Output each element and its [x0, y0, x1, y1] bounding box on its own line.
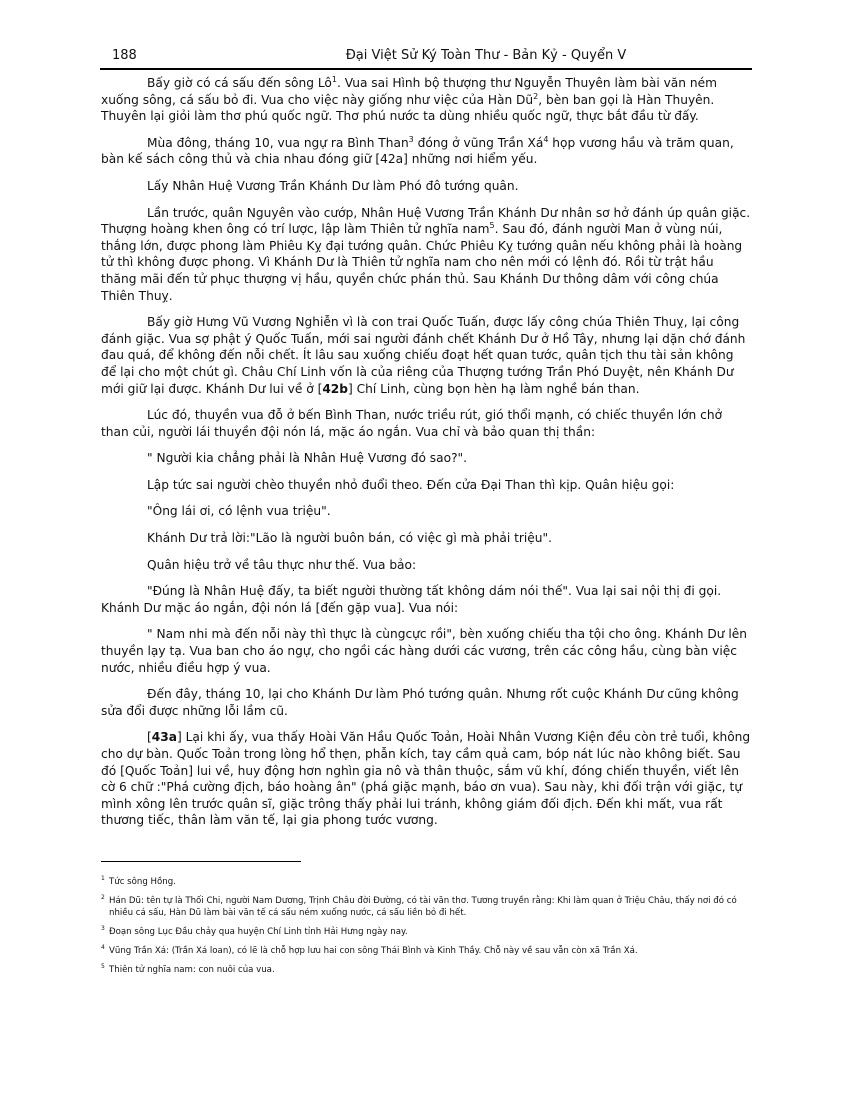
footnote-text: Hán Dũ: tên tự là Thối Chi, người Nam Dương, Trịnh Châu đời Đường, có tài văn thơ. Tương truyền rằng: Khi làm quan ở Triệu Châu, thấy nơi đó có nhiều cá sấu, Hàn Dũ làm bài văn tế cá sấu ném xuống nước, cá sấu liền bỏ đi hết.	[109, 896, 737, 918]
paragraph: " Nam nhi mà đến nỗi này thì thực là cùngcực rồi", bèn xuống chiếu tha tội cho ông. Khánh Dư lên thuyền lạy tạ. Vua ban cho áo ngự, cho ngồi các hàng dưới các vương, trên các công hầu, cùng bàn việc nước, nhiều điều hợp ý vua.	[101, 627, 748, 675]
paragraph: Đến đây, tháng 10, lại cho Khánh Dư làm Phó tướng quân. Nhưng rốt cuộc Khánh Dư cũng không sửa đổi được những lỗi lầm cũ.	[101, 687, 739, 718]
paragraph: Quân hiệu trở về tâu thực như thế. Vua bảo:	[147, 557, 417, 572]
footnote	[101, 964, 751, 976]
footnote	[101, 895, 751, 919]
folio-marker: 43a	[151, 730, 177, 745]
paragraph: " Người kia chẳng phải là Nhân Huệ Vương đó sao?".	[147, 451, 468, 466]
footnote-ref[interactable]: 5	[489, 221, 495, 231]
paragraph: Lúc đó, thuyền vua đỗ ở bến Bình Than, nước triều rút, gió thổi mạnh, có chiếc thuyền lớn chở than củi, người lái thuyền đội nón lá, mặc áo ngắn. Vua chỉ và bảo quan thị thần:	[101, 408, 723, 439]
running-title: Đại Việt Sử Ký Toàn Thư - Bản Kỷ - Quyển V	[345, 48, 627, 63]
footnote-text: Tức sông Hồng.	[109, 877, 176, 887]
paragraph: Bấy giờ có cá sấu đến sông $Lô^1$. Vua sai Hình bộ thượng thư Nguyễn Thuyên làm bài văn ném xuống sông, cá sấu bỏ đi. Vua cho việc này giống như việc của Hàn $Dũ^2$, bèn ban gọi là Hàn Thuyên. Thuyên lại giỏi làm thơ phú quốc ngữ. Thơ phú nước ta dùng nhiều quốc ngữ, thực bắt đầu từ đấy.	[101, 74, 717, 124]
paragraph: Lập tức sai người chèo thuyền nhỏ đuổi theo. Đến cửa Đại Than thì kịp. Quân hiệu gọi:	[147, 477, 675, 492]
footnote-ref[interactable]: 3	[408, 134, 414, 144]
paragraph: "Đúng là Nhân Huệ đấy, ta biết người thường tất không dám nói thế". Vua lại sai nội thị đi gọi. Khánh Dư mặc áo ngắn, đội nón lá [đến gặp vua]. Vua nói:	[101, 584, 722, 615]
folio-marker: 42b	[322, 381, 349, 396]
footnote	[101, 876, 751, 888]
footnote-ref[interactable]: 2	[533, 91, 539, 101]
footnote-mark: 2	[101, 894, 105, 901]
footnote	[101, 945, 751, 957]
page-number: 188	[112, 48, 137, 63]
footnote-text: Vũng Trần Xá: (Trần Xá loan), có lẽ là chỗ hợp lưu hai con sông Thái Bình và Kinh Thầy. Chỗ này về sau vẫn còn xã Trần Xá.	[109, 946, 638, 956]
footnotes	[101, 876, 751, 983]
paragraph: "Ông lái ơi, có lệnh vua triệu".	[147, 504, 331, 519]
header-rule	[100, 68, 752, 70]
footnote-mark: 3	[101, 925, 105, 932]
paragraph: Khánh Dư trả lời:"Lão là người buôn bán, có việc gì mà phải triệu".	[147, 531, 552, 546]
paragraph: Lần trước, quân Nguyên vào cướp, Nhân Huệ Vương Trần Khánh Dư nhân sơ hở đánh úp quân giặc. Thượng hoàng khen ông có trí lược, lập làm Thiên tử nghĩa nam$^5$. Sau đó, đánh người Man ở vùng núi, thắng lớn, được phong làm Phiêu Kỵ đại tướng quân. Chức Phiêu Kỵ tướng quân nếu không phải là hoàng tử thì không được phong. Vì Khánh Dư là Thiên tử nghĩa nam cho nên mới có lệnh đó. Rồi từ trật hầu thăng mãi đến tử phục thượng vị hầu, quyền chức phán thủ. Sau Khánh Dư thông dâm với công chúa Thiên Thuỵ.	[101, 205, 751, 303]
page-header	[100, 48, 752, 68]
footnote-mark: 4	[101, 944, 105, 951]
footnote	[101, 926, 751, 938]
body-text	[101, 75, 751, 839]
paragraph: Lấy Nhân Huệ Vương Trần Khánh Dư làm Phó đô tướng quân.	[147, 178, 519, 193]
footnote-mark: 1	[101, 875, 105, 882]
footnote-rule	[101, 861, 301, 862]
footnote-ref[interactable]: 1	[331, 74, 337, 84]
paragraph: [43a] Lại khi ấy, vua thấy Hoài Văn Hầu Quốc Toản, Hoài Nhân Vương Kiện đều còn trẻ tuổi, không cho dự bàn. Quốc Toản trong lòng hổ thẹn, phẫn kích, tay cầm quả cam, bóp nát lúc nào không biết. Sau đó [Quốc Toản] lui về, huy động hơn nghìn gia nô và thân thuộc, sắm vũ khí, đóng chiến thuyền, viết lên cờ 6 chữ :"Phá cường địch, báo hoàng ân" (phá giặc mạnh, báo ơn vua). Sau này, khi đối trận với giặc, tự mình xông lên trước quân sĩ, giặc trông thấy phải lui tránh, không giám đối địch. Đến khi mất, vua rất thương tiếc, thân làm văn tế, lại gia phong tước vương.	[101, 730, 751, 828]
footnote-ref[interactable]: 4	[543, 134, 549, 144]
paragraph: Mùa đông, tháng 10, vua ngự ra Bình Than$^3$ đóng ở vũng Trần $Xá^4$ họp vương hầu và trăm quan, bàn kế sách công thủ và chia nhau đóng giữ [42a] những nơi hiểm yếu.	[101, 134, 734, 167]
paragraph: Bấy giờ Hưng Vũ Vương Nghiễn vì là con trai Quốc Tuấn, được lấy công chúa Thiên Thuỵ, lại công đánh giặc. Vua sợ phật ý Quốc Tuấn, mới sai người đánh chết Khánh Dư ở Hồ Tây, nhưng lại dặn chớ đánh đau quá, để không đến nỗi chết. Ít lâu sau xuống chiếu đoạt hết quan tước, quân tịch thu tài sản không để lại cho một chút gì. Châu Chí Linh vốn là của riêng của Thượng tướng Trần Phó Duyệt, nên Khánh Dư mới giữ lại được. Khánh Dư lui về ở [42b] Chí Linh, cùng bọn hèn hạ làm nghề bán than.	[101, 315, 746, 396]
footnote-text: Đoạn sông Lục Đầu chảy qua huyện Chí Linh tỉnh Hải Hưng ngày nay.	[109, 927, 408, 937]
footnote-text: Thiên tử nghĩa nam: con nuôi của vua.	[109, 965, 275, 975]
footnote-mark: 5	[101, 963, 105, 970]
